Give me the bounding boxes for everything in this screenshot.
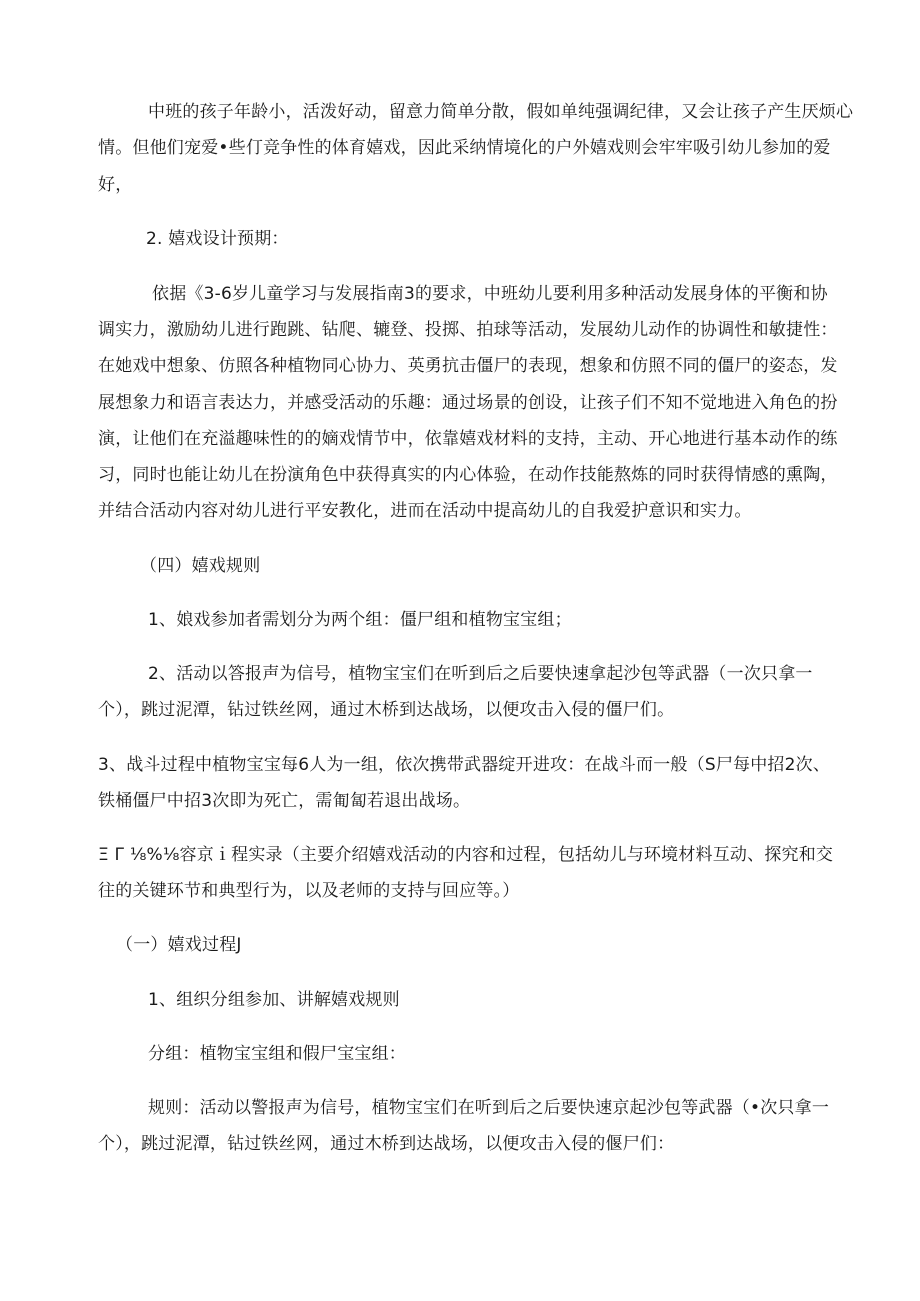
text-line: 1、娘戏参加者需划分为两个组：僵尸组和植物宝宝组； [148, 610, 572, 630]
section-heading: （四）嬉戏规则 [140, 556, 261, 576]
text-line: 情。但他们宠爱•些仃竞争性的体育嬉戏，因此采纳情境化的户外嬉戏则会牢牢吸引幼儿参加的爱 [98, 138, 831, 158]
text-line: 并结合活动内容对幼儿进行平安教化，进而在活动中提高幼儿的自我爱护意识和实力。 [98, 501, 752, 521]
text-line: 2、活动以答报声为信号，植物宝宝们在听到后之后要快速拿起沙包等武器（一次只拿一 [148, 664, 813, 684]
text-line: 往的关键环节和典型行为，以及老师的支持与回应等。） [98, 881, 520, 901]
text-line: 依据《3-6岁儿童学习与发展指南3的要求，中班幼儿要利用多种活动发展身体的平衡和协 [152, 284, 828, 304]
text-line: 展想象力和语言表达力，并感受活动的乐趣：通过场景的创设，让孩子们不知不觉地进入角色的扮 [98, 393, 838, 413]
text-line: 个），跳过泥潭，钻过铁丝网，通过木桥到达战场，以便攻击入侵的偃尸们： [98, 1134, 675, 1154]
text-line: 1、组织分组参加、讲解嬉戏规则 [148, 990, 400, 1010]
text-line: 演，让他们在充溢趣味性的的嫡戏情节中，依靠嬉戏材料的支持，主动、开心地进行基本动作的练 [98, 429, 838, 449]
text-line: 个），跳过泥潭，钻过铁丝网，通过木桥到达战场，以便攻击入侵的僵尸们。 [98, 700, 675, 720]
text-line: 在她戏中想象、仿照各种植物同心协力、英勇抗击僵尸的表现，想象和仿照不同的僵尸的姿态，发 [98, 356, 838, 376]
text-line: 3、战斗过程中植物宝宝每6人为一组，依次携带武器绽开进攻：在战斗而一般（S尸每中招2次、 [98, 755, 831, 775]
text-line: 中班的孩子年龄小，活泼好动，留意力简单分散，假如单纯强调纪律，又会让孩子产生厌烦心 [148, 102, 854, 122]
text-line: 分组：植物宝宝组和假尸宝宝组： [148, 1044, 406, 1064]
text-line: 好， [98, 175, 133, 195]
text-line: 调实力，激励幼儿进行跑跳、钻爬、辘登、投掷、拍球等活动，发展幼儿动作的协调性和敏捷性： [98, 320, 838, 340]
section-heading: （一）嬉戏过程J [116, 935, 242, 955]
text-line: 习，同时也能让幼儿在扮演角色中获得真实的内心体验，在动作技能熬炼的同时获得情感的熏陶， [98, 465, 838, 485]
section-heading: 2. 嬉戏设计预期： [146, 229, 289, 249]
text-line: Ξ Γ ⅛%⅛容京ｉ程实录（主要介绍嬉戏活动的内容和过程，包括幼儿与环境材料互动、探究和交 [98, 845, 834, 865]
text-line: 铁桶僵尸中招3次即为死亡，需匍匐若退出战场。 [98, 791, 471, 811]
text-line: 规则：活动以警报声为信号，植物宝宝们在听到后之后要快速京起沙包等武器（•次只拿一 [148, 1098, 830, 1118]
